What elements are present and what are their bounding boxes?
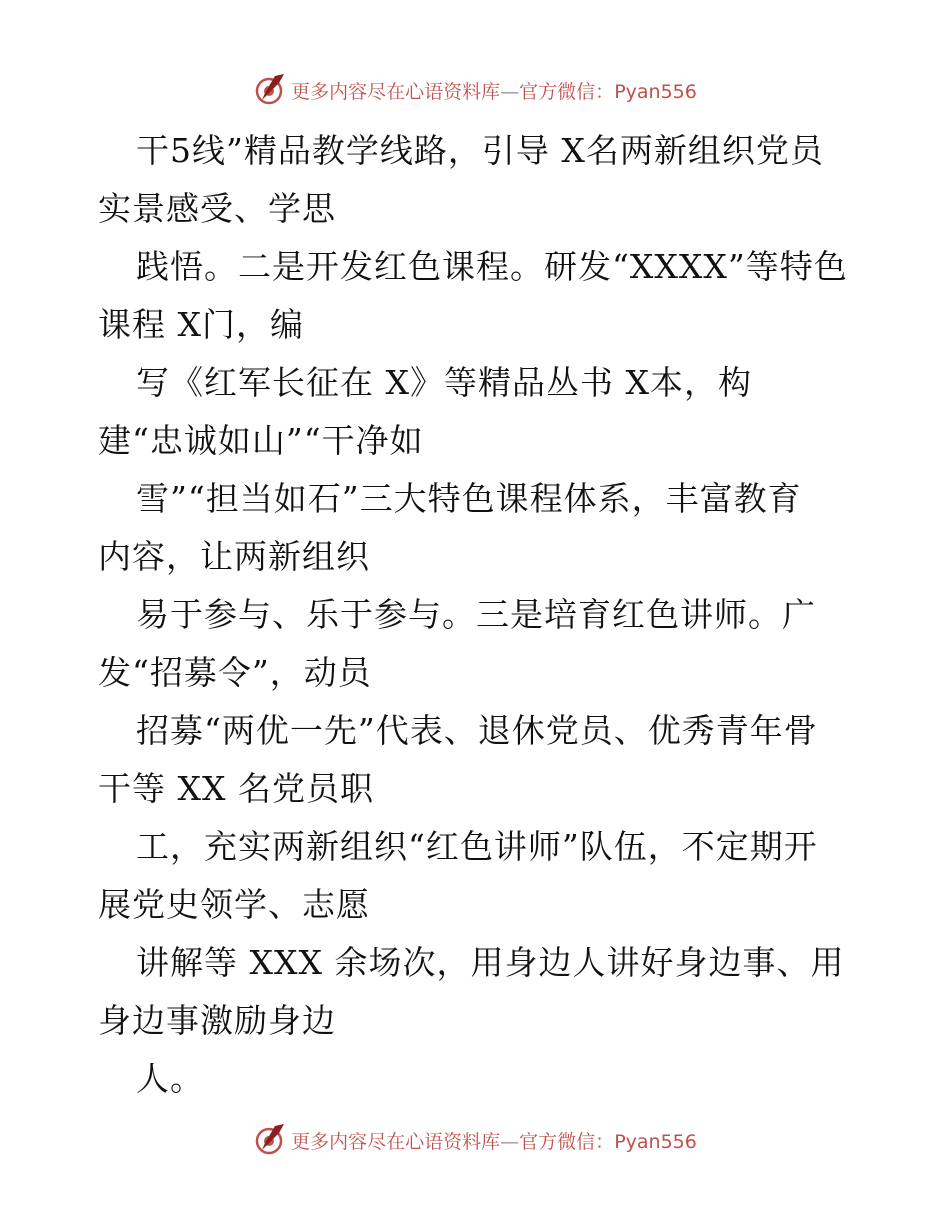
footer-dash: — bbox=[500, 1130, 520, 1153]
text-line: 人。 bbox=[136, 1059, 204, 1098]
text-line: 践悟。二是开发红色课程。研发“XXXX”等特色 bbox=[136, 247, 848, 286]
footer-wechat-label: 官方微信： bbox=[519, 1130, 615, 1153]
footer-banner bbox=[0, 1120, 950, 1160]
document-body bbox=[98, 122, 858, 1108]
quill-pen-seal-icon bbox=[253, 73, 287, 107]
text-line: 易于参与、乐于参与。三是培育红色讲师。广 bbox=[136, 595, 816, 634]
quill-pen-seal-icon bbox=[253, 1123, 287, 1157]
text-line: 写《红军长征在 X》等精品丛书 X本，构 bbox=[136, 363, 752, 402]
text-line: 身边事激励身边 bbox=[98, 1001, 336, 1040]
text-line: 课程 X门，编 bbox=[98, 305, 304, 344]
header-wechat-label: 官方微信： bbox=[519, 80, 615, 103]
header-wechat-id: Pyan556 bbox=[614, 80, 697, 103]
text-line: 发“招募令”，动员 bbox=[98, 653, 372, 692]
header-site-name: 更多内容尽在心语资料库 bbox=[291, 80, 501, 103]
text-line: 干5线”精品教学线路，引导 X名两新组织党员 bbox=[136, 131, 824, 170]
text-line: 内容，让两新组织 bbox=[98, 537, 370, 576]
text-line: 讲解等 XXX 余场次，用身边人讲好身边事、用 bbox=[136, 943, 845, 982]
footer-site-name: 更多内容尽在心语资料库 bbox=[291, 1130, 501, 1153]
text-line: 展党史领学、志愿 bbox=[98, 885, 370, 924]
header-banner bbox=[0, 70, 950, 110]
text-line: 工，充实两新组织“红色讲师”队伍，不定期开 bbox=[136, 827, 818, 866]
header-text bbox=[291, 77, 697, 104]
text-line: 雪”“担当如石”三大特色课程体系，丰富教育 bbox=[136, 479, 802, 518]
header-dash: — bbox=[500, 80, 520, 103]
text-line: 招募“两优一先”代表、退休党员、优秀青年骨 bbox=[136, 711, 818, 750]
text-line: 建“忠诚如山”“干净如 bbox=[98, 421, 424, 460]
footer-wechat-id: Pyan556 bbox=[614, 1130, 697, 1153]
footer-text bbox=[291, 1127, 697, 1154]
text-line: 实景感受、学思 bbox=[98, 189, 336, 228]
text-line: 干等 XX 名党员职 bbox=[98, 769, 374, 808]
